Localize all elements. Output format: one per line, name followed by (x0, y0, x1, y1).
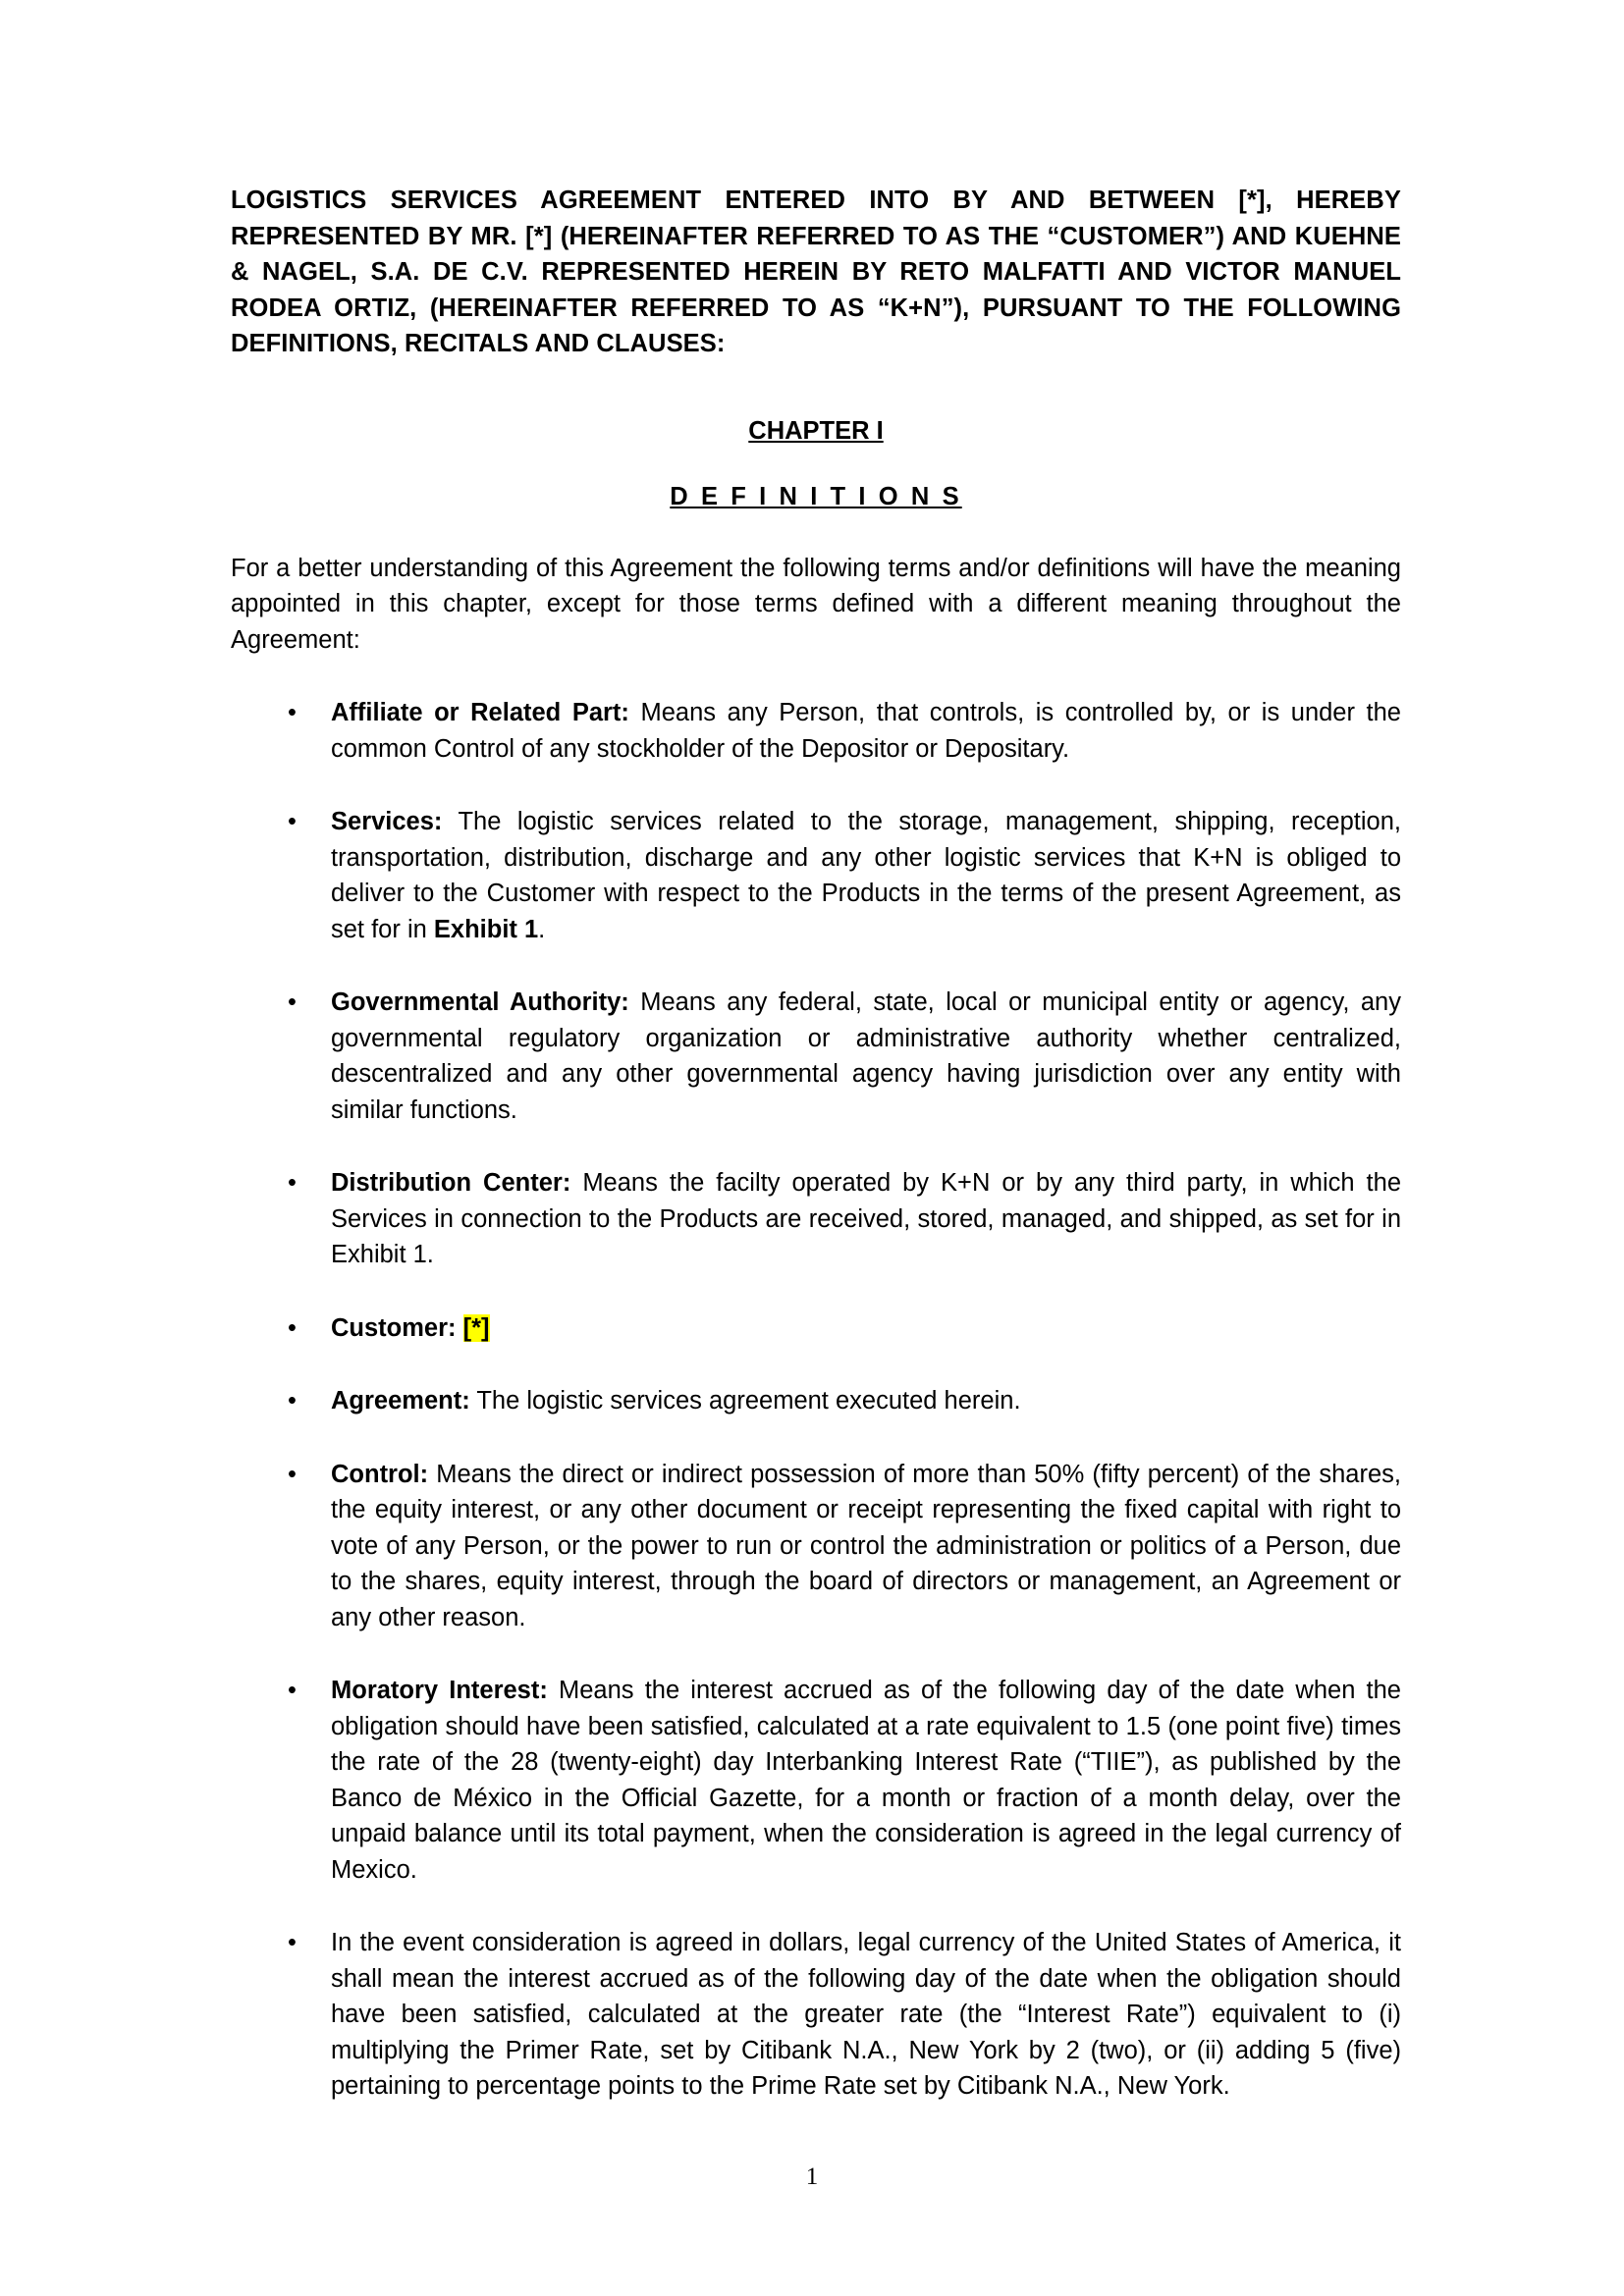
definition-item (231, 1310, 1401, 1347)
definition-item (231, 1165, 1401, 1273)
highlighted-placeholder: [*] (462, 1313, 490, 1342)
bullet-marker-icon: • (288, 1677, 297, 1704)
bullet-marker-icon: • (288, 1929, 297, 1956)
definition-body-tail: . (538, 915, 546, 943)
definition-body: The logistic services related to the storage, management, shipping, reception, transportation, distribution, discharge and any other logistic services that K+N is obliged to deliver to the Customer with respect to the Products in the terms of the present Agreement, as set for in (331, 808, 1401, 943)
definition-emphasis: Exhibit 1 (433, 915, 539, 943)
definition-term: Affiliate or Related Part: (331, 699, 629, 726)
definition-body: Means the facilty operated by K+N or by any third party, in which the Services in connection to the Products are received, stored, managed, and shipped, as set for in Exhibit 1. (331, 1169, 1401, 1268)
intro-paragraph: For a better understanding of this Agreement the following terms and/or definitions will have the meaning appointed in this chapter, except for those terms defined with a different meaning throughout the Agreement: (231, 554, 1401, 654)
definitions-list (231, 695, 1401, 2105)
document-content (231, 183, 1401, 2105)
definition-body: Means the interest accrued as of the following day of the date when the obligation should have been satisfied, calculated at a rate equivalent to 1.5 (one point five) times the rate of the 28 (twenty-eight) day Interbanking Interest Rate (“TIIE”), as published by the Banco de México in the Official Gazette, for a month or fraction of a month delay, over the unpaid balance until its total payment, when the consideration is agreed in the legal currency of Mexico. (331, 1677, 1401, 1884)
definition-item (231, 1925, 1401, 2105)
definition-body: In the event consideration is agreed in dollars, legal currency of the United States of America, it shall mean the interest accrued as of the following day of the date when the obligation should have been satisfied, calculated at the greater rate (the “Interest Rate”) equivalent to (i) multiplying the Primer Rate, set by Citibank N.A., New York by 2 (two), or (ii) adding 5 (five) pertaining to percentage points to the Prime Rate set by Citibank N.A., New York. (331, 1929, 1401, 2100)
bullet-marker-icon: • (288, 808, 297, 835)
definition-body: The logistic services agreement executed herein. (469, 1387, 1021, 1415)
bullet-marker-icon: • (288, 699, 297, 726)
bullet-marker-icon: • (288, 1460, 297, 1488)
definition-term: Distribution Center: (331, 1169, 571, 1197)
definition-body (457, 1314, 463, 1342)
definitions-heading-text: D E F I N I T I O N S (670, 483, 962, 510)
bullet-marker-icon: • (288, 1169, 297, 1197)
definition-item (231, 1673, 1401, 1888)
bullet-marker-icon: • (288, 988, 297, 1016)
definition-term: Services: (331, 808, 443, 835)
bullet-marker-icon: • (288, 1313, 297, 1342)
chapter-heading (231, 413, 1401, 450)
definition-body: Means the direct or indirect possession of more than 50% (fifty percent) of the shares, the equity interest, or any other document or receipt representing the fixed capital with right to vote of any Person, or the power to run or control the administration or politics of a Person, due to the shares, equity interest, through the board of directors or management, an Agreement or any other reason. (331, 1460, 1401, 1631)
definition-item (231, 804, 1401, 947)
bullet-marker-icon: • (288, 1387, 297, 1415)
document-title: LOGISTICS SERVICES AGREEMENT ENTERED INTO BY AND BETWEEN [*], HEREBY REPRESENTED BY MR. [*] (HEREINAFTER REFERRED TO AS THE “CUSTOMER”) AND KUEHNE & NAGEL, S.A. DE C.V. REPRESENTED HEREIN BY RETO MALFATTI AND VICTOR MANUEL RODEA ORTIZ, (HEREINAFTER REFERRED TO AS “K+N”), PURSUANT TO THE FOLLOWING DEFINITIONS, RECITALS AND CLAUSES: (231, 187, 1401, 357)
definition-item (231, 1457, 1401, 1636)
page-number: 1 (805, 2163, 819, 2190)
definition-term: Control: (331, 1460, 429, 1488)
definition-term: Customer: (331, 1313, 457, 1342)
definition-term: Moratory Interest: (331, 1677, 548, 1704)
definition-body: Means any federal, state, local or municipal entity or agency, any governmental regulatory organization or administrative authority whether centralized, descentralized and any other governmental agency having jurisdiction over any entity with similar functions. (331, 988, 1401, 1124)
definitions-heading (231, 479, 1401, 515)
definition-term: Governmental Authority: (331, 988, 629, 1016)
definition-term: Agreement: (331, 1387, 470, 1415)
definition-body: Means any Person, that controls, is controlled by, or is under the common Control of any stockholder of the Depositor or Depositary. (331, 699, 1401, 763)
definition-item (231, 695, 1401, 767)
definition-item (231, 985, 1401, 1128)
chapter-heading-text: CHAPTER I (748, 416, 884, 445)
definition-item (231, 1383, 1401, 1419)
